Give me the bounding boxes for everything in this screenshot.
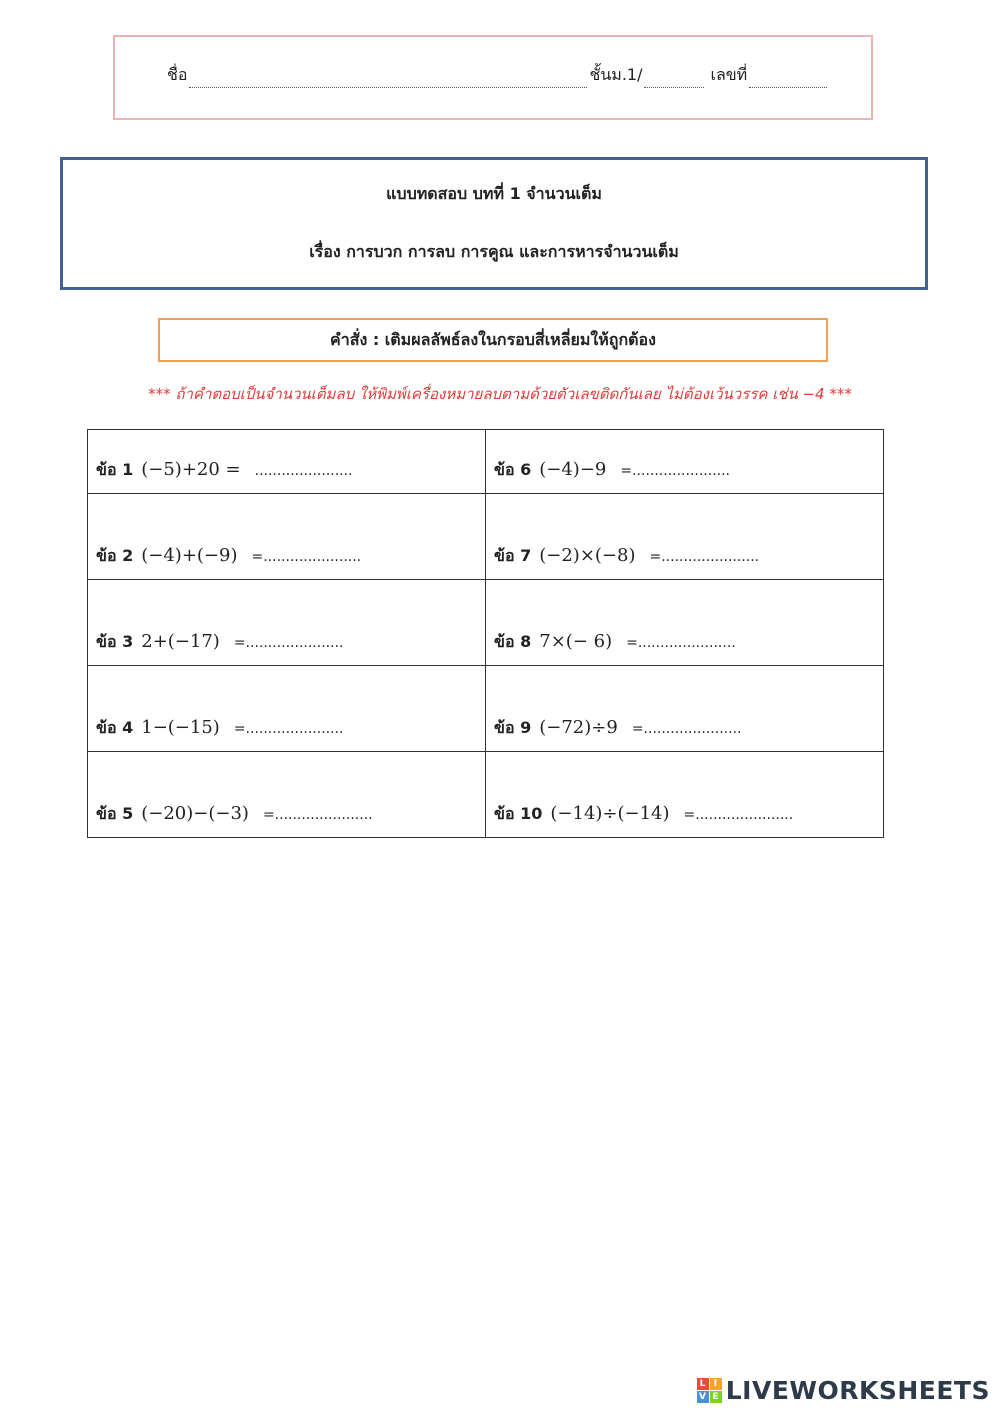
answer-field[interactable]: =......................: [649, 549, 760, 565]
question-label: ข้อ 5: [96, 804, 134, 823]
name-field[interactable]: [189, 71, 587, 88]
question-cell: [88, 752, 486, 838]
question-expression: (−2)×(−8): [539, 545, 636, 566]
question-cell: [486, 666, 884, 752]
question-label: ข้อ 10: [494, 804, 543, 823]
number-field[interactable]: [749, 71, 827, 88]
question-label: ข้อ 8: [494, 632, 532, 651]
name-label: ชื่อ: [167, 65, 188, 84]
question-expression: (−14)÷(−14): [550, 803, 670, 824]
logo-letter: E: [710, 1391, 722, 1403]
question-label: ข้อ 7: [494, 546, 532, 565]
question-cell: [88, 430, 486, 494]
instruction-box: คำสั่ง : เติมผลลัพธ์ลงในกรอบสี่เหลี่ยมให้ถูกต้อง: [158, 318, 828, 362]
answer-format-note: *** ถ้าคำตอบเป็นจำนวนเต็มลบ ให้พิมพ์เครื่องหมายลบตามด้วยตัวเลขติดกันเลย ไม่ต้องเว้นวรรค เช่น −4 ***: [148, 385, 852, 403]
logo-icon: [697, 1378, 722, 1403]
question-cell: [486, 430, 884, 494]
question-expression: 1−(−15): [141, 717, 220, 738]
question-cell: [486, 580, 884, 666]
logo-letter: I: [710, 1378, 722, 1390]
test-subtitle: เรื่อง การบวก การลบ การคูณ และการหารจำนวนเต็ม: [309, 242, 679, 261]
question-row: [88, 666, 884, 752]
question-label: ข้อ 3: [96, 632, 134, 651]
liveworksheets-logo: [697, 1376, 990, 1405]
student-info-line: [167, 63, 847, 88]
question-label: ข้อ 4: [96, 718, 134, 737]
questions-table: [87, 429, 884, 838]
answer-field[interactable]: =......................: [631, 721, 742, 737]
question-cell: [486, 752, 884, 838]
question-label: ข้อ 1: [96, 460, 134, 479]
student-info-box: [113, 35, 873, 120]
logo-letter: V: [697, 1391, 709, 1403]
answer-field[interactable]: =......................: [683, 807, 794, 823]
question-expression: (−72)÷9: [539, 717, 618, 738]
class-label: ชั้นม.1/: [589, 65, 643, 84]
answer-field[interactable]: =......................: [233, 721, 344, 737]
question-label: ข้อ 2: [96, 546, 134, 565]
answer-field[interactable]: =......................: [626, 635, 736, 651]
question-row: [88, 580, 884, 666]
question-expression: (−20)−(−3): [141, 803, 249, 824]
logo-letter: L: [697, 1378, 709, 1390]
test-title: แบบทดสอบ บทที่ 1 จำนวนเต็ม: [386, 184, 602, 203]
question-row: [88, 494, 884, 580]
question-cell: [88, 666, 486, 752]
question-expression: 7×(− 6): [539, 631, 613, 652]
answer-field[interactable]: ......................: [254, 463, 353, 479]
question-label: ข้อ 6: [494, 460, 532, 479]
number-label: เลขที่: [710, 65, 748, 84]
question-row: [88, 752, 884, 838]
question-row: [88, 430, 884, 494]
question-cell: [486, 494, 884, 580]
title-box: [60, 157, 928, 290]
class-field[interactable]: [644, 71, 704, 88]
question-expression: (−4)+(−9): [141, 545, 238, 566]
answer-field[interactable]: =......................: [233, 635, 344, 651]
question-cell: [88, 494, 486, 580]
answer-field[interactable]: =......................: [262, 807, 373, 823]
question-cell: [88, 580, 486, 666]
question-expression: 2+(−17): [141, 631, 220, 652]
answer-field[interactable]: =......................: [251, 549, 362, 565]
question-expression: (−5)+20 =: [141, 459, 241, 480]
question-label: ข้อ 9: [494, 718, 532, 737]
question-expression: (−4)−9: [539, 459, 607, 480]
answer-field[interactable]: =......................: [620, 463, 731, 479]
brand-text: LIVEWORKSHEETS: [725, 1376, 990, 1405]
